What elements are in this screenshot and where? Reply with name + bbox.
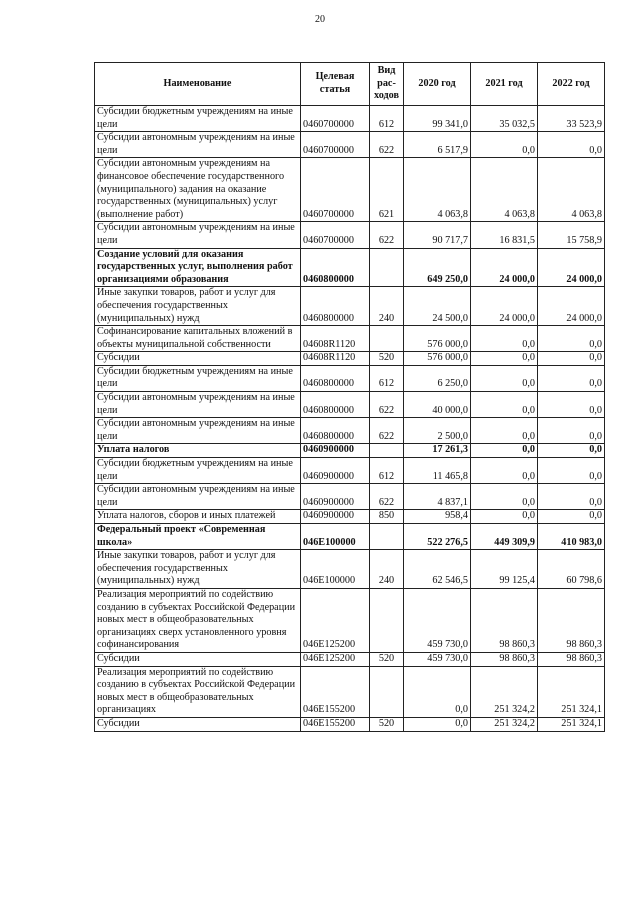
- row-2021-cell: 98 860,3: [471, 588, 538, 652]
- row-target-article-cell: 0460800000: [301, 287, 370, 326]
- row-target-article-cell: 046Е100000: [301, 550, 370, 589]
- row-name-cell: Уплата налогов: [95, 444, 301, 458]
- row-target-article-cell: 0460700000: [301, 106, 370, 132]
- row-target-article-cell: 0460900000: [301, 458, 370, 484]
- row-2022-cell: 4 063,8: [538, 158, 605, 222]
- table-row: [95, 222, 605, 248]
- row-target-article-cell: 0460700000: [301, 158, 370, 222]
- table-row: [95, 444, 605, 458]
- row-2022-cell: 0,0: [538, 458, 605, 484]
- table-row: [95, 550, 605, 589]
- row-expense-type-cell: 520: [370, 652, 404, 666]
- row-expense-type-cell: 622: [370, 418, 404, 444]
- row-expense-type-cell: [370, 326, 404, 352]
- row-2021-cell: 24 000,0: [471, 248, 538, 287]
- row-name-cell: Субсидии автономным учреждениям на иные цели: [95, 418, 301, 444]
- table-body: [95, 106, 605, 732]
- row-2020-cell: 62 546,5: [404, 550, 471, 589]
- table-row: [95, 132, 605, 158]
- header-year-2020: 2020 год: [404, 63, 471, 106]
- table-row: [95, 510, 605, 524]
- row-expense-type-cell: [370, 588, 404, 652]
- row-expense-type-cell: [370, 444, 404, 458]
- row-expense-type-cell: 240: [370, 550, 404, 589]
- row-2021-cell: 0,0: [471, 510, 538, 524]
- row-2021-cell: 0,0: [471, 444, 538, 458]
- row-expense-type-cell: 622: [370, 132, 404, 158]
- row-target-article-cell: 04608R1120: [301, 352, 370, 366]
- row-expense-type-cell: 520: [370, 717, 404, 731]
- header-expense-type: Вид рас-ходов: [370, 63, 404, 106]
- table-row: [95, 352, 605, 366]
- row-2021-cell: 251 324,2: [471, 717, 538, 731]
- row-2020-cell: 958,4: [404, 510, 471, 524]
- table-row: [95, 458, 605, 484]
- row-name-cell: Субсидии автономным учреждениям на иные цели: [95, 222, 301, 248]
- row-2021-cell: 0,0: [471, 132, 538, 158]
- row-name-cell: Субсидии: [95, 717, 301, 731]
- row-expense-type-cell: [370, 666, 404, 717]
- row-target-article-cell: 046Е155200: [301, 666, 370, 717]
- row-2021-cell: 98 860,3: [471, 652, 538, 666]
- row-2021-cell: 0,0: [471, 392, 538, 418]
- row-2021-cell: 0,0: [471, 418, 538, 444]
- row-2022-cell: 251 324,1: [538, 717, 605, 731]
- row-name-cell: Субсидии автономным учреждениям на иные цели: [95, 132, 301, 158]
- table-row: [95, 418, 605, 444]
- table-row: [95, 287, 605, 326]
- row-target-article-cell: 046Е155200: [301, 717, 370, 731]
- row-2022-cell: 24 000,0: [538, 248, 605, 287]
- row-2022-cell: 0,0: [538, 510, 605, 524]
- row-target-article-cell: 0460900000: [301, 444, 370, 458]
- row-2022-cell: 0,0: [538, 418, 605, 444]
- row-2020-cell: 24 500,0: [404, 287, 471, 326]
- row-target-article-cell: 046Е125200: [301, 588, 370, 652]
- row-2021-cell: 16 831,5: [471, 222, 538, 248]
- row-2020-cell: 17 261,3: [404, 444, 471, 458]
- row-name-cell: Реализация мероприятий по содействию созданию в субъектах Российской Федерации новых мест в общеобразовательных организациях: [95, 666, 301, 717]
- row-2020-cell: 6 517,9: [404, 132, 471, 158]
- row-target-article-cell: 0460700000: [301, 132, 370, 158]
- row-expense-type-cell: 622: [370, 392, 404, 418]
- table-row: [95, 652, 605, 666]
- row-2020-cell: 0,0: [404, 666, 471, 717]
- row-2020-cell: 522 276,5: [404, 524, 471, 550]
- header-target-article: Целевая статья: [301, 63, 370, 106]
- row-expense-type-cell: 612: [370, 458, 404, 484]
- header-year-2022: 2022 год: [538, 63, 605, 106]
- table-row: [95, 326, 605, 352]
- row-2022-cell: 0,0: [538, 392, 605, 418]
- row-2020-cell: 4 063,8: [404, 158, 471, 222]
- row-target-article-cell: 0460800000: [301, 248, 370, 287]
- row-2022-cell: 24 000,0: [538, 287, 605, 326]
- row-2021-cell: 24 000,0: [471, 287, 538, 326]
- row-name-cell: Иные закупки товаров, работ и услуг для обеспечения государственных (муниципальных) нужд: [95, 287, 301, 326]
- row-2021-cell: 0,0: [471, 458, 538, 484]
- page-number: 20: [315, 14, 325, 25]
- row-expense-type-cell: 850: [370, 510, 404, 524]
- row-name-cell: Софинансирование капитальных вложений в объекты муниципальной собственности: [95, 326, 301, 352]
- row-expense-type-cell: 622: [370, 484, 404, 510]
- table-row: [95, 248, 605, 287]
- row-expense-type-cell: 622: [370, 222, 404, 248]
- row-2021-cell: 449 309,9: [471, 524, 538, 550]
- row-2020-cell: 90 717,7: [404, 222, 471, 248]
- row-target-article-cell: 0460900000: [301, 484, 370, 510]
- row-expense-type-cell: 520: [370, 352, 404, 366]
- row-2020-cell: 459 730,0: [404, 588, 471, 652]
- row-expense-type-cell: 612: [370, 106, 404, 132]
- row-expense-type-cell: [370, 524, 404, 550]
- header-year-2021: 2021 год: [471, 63, 538, 106]
- row-2021-cell: 0,0: [471, 326, 538, 352]
- row-name-cell: Реализация мероприятий по содействию созданию в субъектах Российской Федерации новых мест в общеобразовательных организациях сверх установленного уровня софинансирования: [95, 588, 301, 652]
- row-2020-cell: 6 250,0: [404, 365, 471, 391]
- row-2022-cell: 15 758,9: [538, 222, 605, 248]
- row-2020-cell: 11 465,8: [404, 458, 471, 484]
- row-2021-cell: 0,0: [471, 352, 538, 366]
- row-2022-cell: 251 324,1: [538, 666, 605, 717]
- row-target-article-cell: 0460900000: [301, 510, 370, 524]
- row-2020-cell: 649 250,0: [404, 248, 471, 287]
- row-target-article-cell: 0460800000: [301, 365, 370, 391]
- row-2022-cell: 0,0: [538, 365, 605, 391]
- row-2020-cell: 99 341,0: [404, 106, 471, 132]
- table-row: [95, 392, 605, 418]
- row-target-article-cell: 0460800000: [301, 418, 370, 444]
- table-row: [95, 666, 605, 717]
- table-row: [95, 717, 605, 731]
- table-row: [95, 158, 605, 222]
- row-2020-cell: 0,0: [404, 717, 471, 731]
- row-target-article-cell: 0460800000: [301, 392, 370, 418]
- row-name-cell: Создание условий для оказания государственных услуг, выполнения работ организациями образования: [95, 248, 301, 287]
- row-2022-cell: 0,0: [538, 444, 605, 458]
- budget-table: [94, 62, 605, 732]
- row-2022-cell: 0,0: [538, 352, 605, 366]
- row-2020-cell: 576 000,0: [404, 326, 471, 352]
- row-name-cell: Субсидии автономным учреждениям на иные цели: [95, 484, 301, 510]
- table-row: [95, 588, 605, 652]
- row-name-cell: Субсидии: [95, 352, 301, 366]
- row-2022-cell: 33 523,9: [538, 106, 605, 132]
- row-name-cell: Субсидии автономным учреждениям на иные цели: [95, 392, 301, 418]
- row-2021-cell: 0,0: [471, 365, 538, 391]
- row-name-cell: Субсидии бюджетным учреждениям на иные цели: [95, 106, 301, 132]
- row-2021-cell: 4 063,8: [471, 158, 538, 222]
- row-2022-cell: 410 983,0: [538, 524, 605, 550]
- row-target-article-cell: 04608R1120: [301, 326, 370, 352]
- table-row: [95, 365, 605, 391]
- row-2021-cell: 0,0: [471, 484, 538, 510]
- row-name-cell: Субсидии автономным учреждениям на финансовое обеспечение государственного (муниципального) задания на оказание государственных (муниципальных) услуг (выполнение работ): [95, 158, 301, 222]
- row-target-article-cell: 046Е125200: [301, 652, 370, 666]
- row-2022-cell: 98 860,3: [538, 652, 605, 666]
- row-target-article-cell: 0460700000: [301, 222, 370, 248]
- row-name-cell: Субсидии бюджетным учреждениям на иные цели: [95, 365, 301, 391]
- row-name-cell: Субсидии: [95, 652, 301, 666]
- row-expense-type-cell: 621: [370, 158, 404, 222]
- table-row: [95, 524, 605, 550]
- row-2021-cell: 251 324,2: [471, 666, 538, 717]
- row-2022-cell: 0,0: [538, 484, 605, 510]
- row-2020-cell: 40 000,0: [404, 392, 471, 418]
- row-2022-cell: 98 860,3: [538, 588, 605, 652]
- row-2020-cell: 4 837,1: [404, 484, 471, 510]
- table-row: [95, 106, 605, 132]
- table-header-row: [95, 63, 605, 106]
- row-target-article-cell: 046Е100000: [301, 524, 370, 550]
- table-row: [95, 484, 605, 510]
- row-name-cell: Иные закупки товаров, работ и услуг для обеспечения государственных (муниципальных) нужд: [95, 550, 301, 589]
- row-2021-cell: 99 125,4: [471, 550, 538, 589]
- row-name-cell: Уплата налогов, сборов и иных платежей: [95, 510, 301, 524]
- row-expense-type-cell: 612: [370, 365, 404, 391]
- row-2022-cell: 60 798,6: [538, 550, 605, 589]
- row-2020-cell: 576 000,0: [404, 352, 471, 366]
- row-2020-cell: 459 730,0: [404, 652, 471, 666]
- row-2021-cell: 35 032,5: [471, 106, 538, 132]
- row-2020-cell: 2 500,0: [404, 418, 471, 444]
- row-2022-cell: 0,0: [538, 326, 605, 352]
- row-name-cell: Субсидии бюджетным учреждениям на иные цели: [95, 458, 301, 484]
- row-expense-type-cell: 240: [370, 287, 404, 326]
- header-name: Наименование: [95, 63, 301, 106]
- row-2022-cell: 0,0: [538, 132, 605, 158]
- row-expense-type-cell: [370, 248, 404, 287]
- row-name-cell: Федеральный проект «Современная школа»: [95, 524, 301, 550]
